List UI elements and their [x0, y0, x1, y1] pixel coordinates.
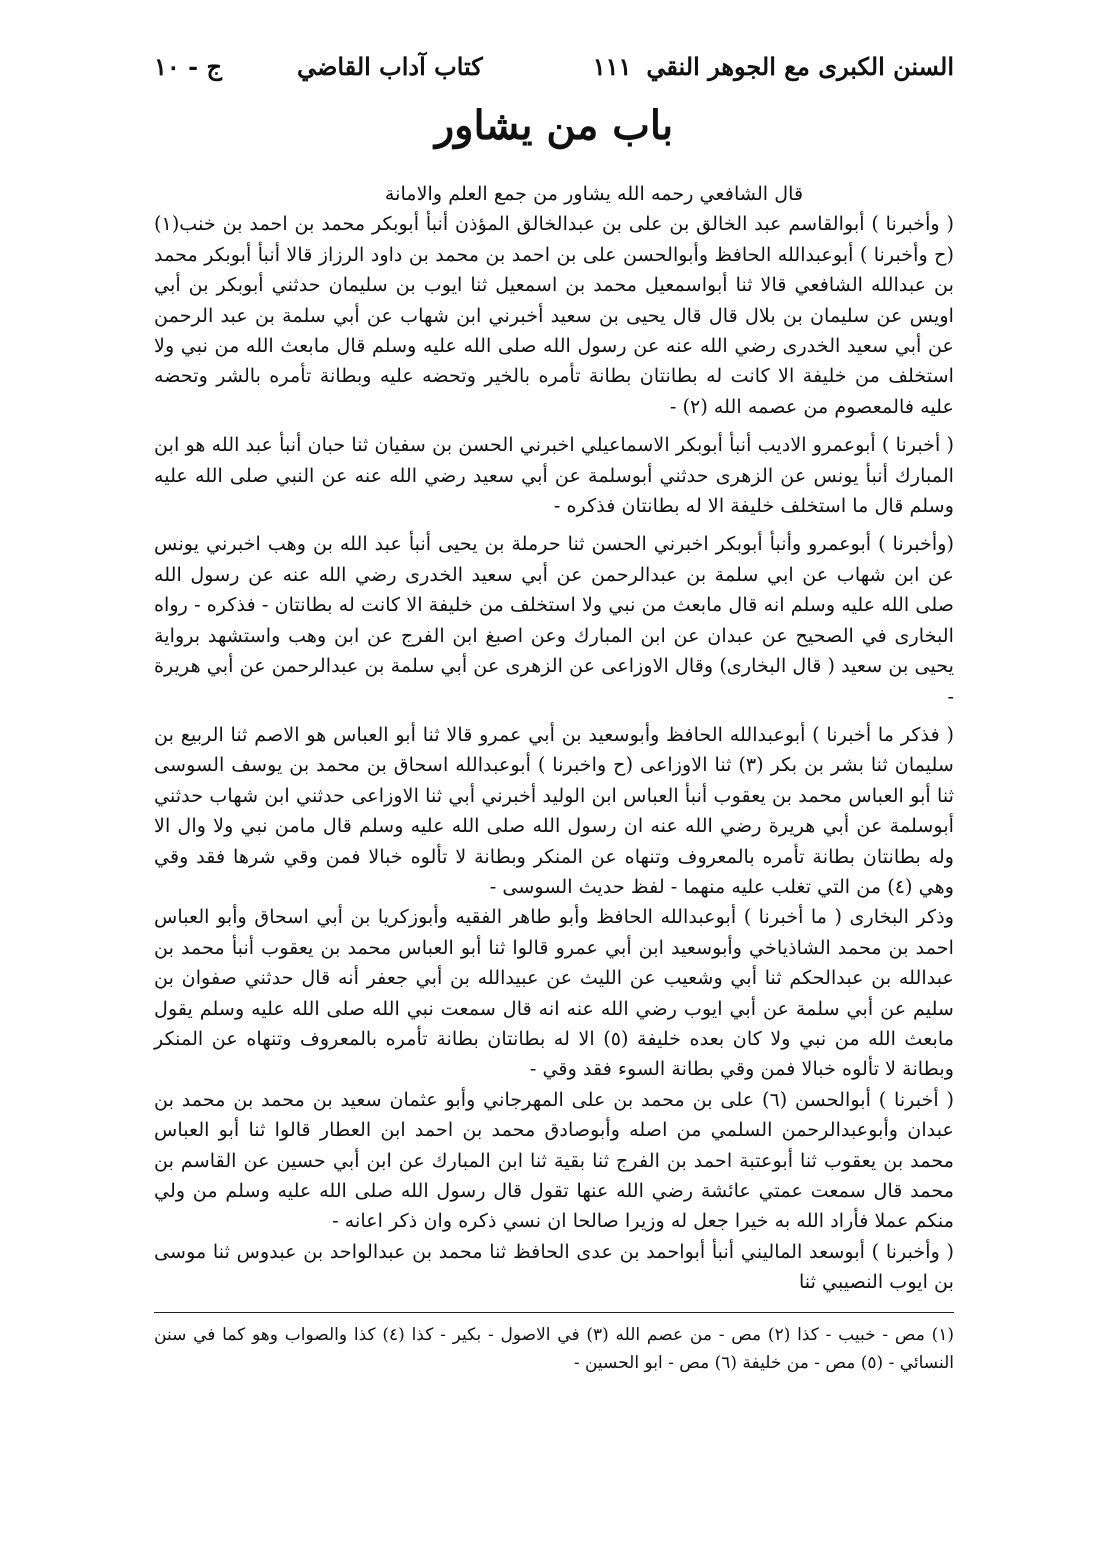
paragraph: ( وأخبرنا ) أبوالقاسم عبد الخالق بن على بن عبدالخالق المؤذن أنبأ أبوبكر محمد بن احمد بن خنب(١)(ح وأخبرنا ) أبوعبدالله الحافظ وأبوالحسن على بن احمد بن محمد بن داود الرزاز قالا أنبأ أبوبكر محمد بن عبدالله الشافعي قالا ثنا أبواسمعيل محمد بن اسمعيل ثنا ايوب بن سليمان حدثني أبوبكر بن أبي اويس عن سليمان بن بلال قال قال يحيى بن سعيد أخبرني ابن شهاب عن أبي سلمة بن عبد الرحمن عن أبي سعيد الخدرى رضي الله عنه عن رسول الله صلى الله عليه وسلم قال مابعث الله من نبي ولا استخلف من خليفة الا كانت له بطانتان بطانة تأمره بالخير وتحضه عليه وبطانة تأمره بالشر وتحضه عليه فالمعصوم من عصمه الله (٢) -	[154, 212, 954, 418]
page-number: ١١١	[592, 52, 632, 81]
running-header	[154, 52, 954, 98]
paragraph: ( فذكر ما أخبرنا ) أبوعبدالله الحافظ وأبوسعيد بن أبي عمرو قالا ثنا أبو العباس هو الاصم ثنا الربيع بن سليمان ثنا بشر بن بكر (٣) ثنا الاوزاعى (ح واخبرنا ) أبوعبدالله اسحاق بن محمد بن يوسف السوسى ثنا أبو العباس محمد بن يعقوب أنبأ العباس ابن الوليد أخبرني أبي ثنا الاوزاعى حدثني ابن شهاب حدثني أبوسلمة عن أبي هريرة رضي الله عنه ان رسول الله صلى الله عليه وسلم قال مامن نبي ولا وال الا وله بطانتان بطانة تأمره بالمعروف وتنهاه عن المنكر وبطانة لا تألوه خبالا فمن وقي شرها فقد وقي وهي (٤) من التي تغلب عليه منهما - لفظ حديث السوسى -	[154, 722, 954, 898]
section-name: كتاب آداب القاضي	[296, 52, 483, 81]
header-center	[222, 52, 646, 81]
main-text	[154, 179, 954, 1298]
paragraph: (وأخبرنا ) أبوعمرو وأنبأ أبوبكر اخبرني الحسن ثنا حرملة بن يحيى أنبأ عبد الله بن وهب اخبرني يونس عن ابن شهاب عن ابي سلمة بن عبدالرحمن عن أبي سعيد الخدرى رضي الله عنه عن رسول الله صلى الله عليه وسلم انه قال مابعث من نبي ولا استخلف من خليفة الا كانت له بطانتان - فذكره - رواه البخارى في الصحيح عن عبدان عن ابن المبارك وعن اصبغ ابن الفرج عن ابن وهب واستشهد برواية يحيى بن سعيد ( قال البخارى) وقال الاوزاعى عن الزهرى عن أبي سلمة بن عبدالرحمن عن أبي هريرة -	[154, 532, 954, 708]
intro-line: قال الشافعي رحمه الله يشاور من جمع العلم والامانة	[384, 182, 804, 205]
volume-number: ج - ١٠	[154, 52, 222, 81]
paragraph: ( وأخبرنا ) أبوسعد الماليني أنبأ أبواحمد بن عدى الحافظ ثنا محمد بن عبدالواحد بن عبدوس ثنا موسى بن ايوب النصيبي ثنا	[154, 1239, 954, 1294]
book-title: السنن الكبرى مع الجوهر النقي	[646, 52, 954, 81]
paragraph: وذكر البخارى ( ما أخبرنا ) أبوعبدالله الحافظ وأبو طاهر الفقيه وأبوزكريا بن أبي اسحاق وأبو العباس احمد بن محمد الشاذياخي وأبوسعيد ابن أبي عمرو قالوا ثنا أبو العباس محمد بن يعقوب أنبأ محمد بن عبدالله بن عبدالحكم ثنا أبي وشعيب عن الليث عن عبيدالله بن أبي جعفر أنه قال حدثني صفوان بن سليم عن أبي سلمة عن أبي ايوب رضي الله عنه انه قال سمعت نبي الله صلى الله عليه وسلم يقول مابعث الله من نبي ولا كان بعده خليفة (٥) الا له بطانتان بطانة تأمره بالمعروف وتنهاه عن المنكر وبطانة لا تألوه خبالا فمن وقي بطانة السوء فقد وقي -	[154, 905, 954, 1081]
footnote-divider	[154, 1312, 954, 1313]
chapter-title: باب من يشاور	[434, 102, 674, 149]
paragraph: ( أخبرنا ) أبوعمرو الاديب أنبأ أبوبكر الاسماعيلي اخبرني الحسن بن سفيان ثنا حبان أنبأ عبد الله هو ابن المبارك أنبأ يونس عن الزهرى حدثني أبوسلمة عن أبي سعيد رضي الله عنه عن النبي صلى الله عليه وسلم قال ما استخلف خليفة الا له بطانتان فذكره -	[154, 433, 954, 518]
paragraph: ( أخبرنا ) أبوالحسن (٦) على بن محمد بن على المهرجاني وأبو عثمان سعيد بن محمد بن محمد بن عبدان وأبوعبدالرحمن السلمي من اصله وأبوصادق محمد بن احمد ابن العطار قالوا ثنا أبو العباس محمد بن يعقوب ثنا أبوعتبة احمد بن الفرج ثنا بقية ثنا ابن المبارك عن ابن أبي حسين عن القاسم بن محمد قال سمعت عمتي عائشة رضي الله عنها تقول قال رسول الله صلى الله عليه وسلم من ولي منكم عملا فأراد الله به خيرا جعل له وزيرا صالحا ان نسي ذكره وان ذكر اعانه -	[154, 1087, 954, 1233]
footnote: (١) مص - خبيب - كذا (٢) مص - من عصم الله (٣) في الاصول - بكير - كذا (٤) كذا والصواب وهو كما في سنن النسائي - (٥) مص - من خليفة (٦) مص - ابو الحسين -	[154, 1324, 955, 1373]
footnotes	[154, 1321, 954, 1377]
